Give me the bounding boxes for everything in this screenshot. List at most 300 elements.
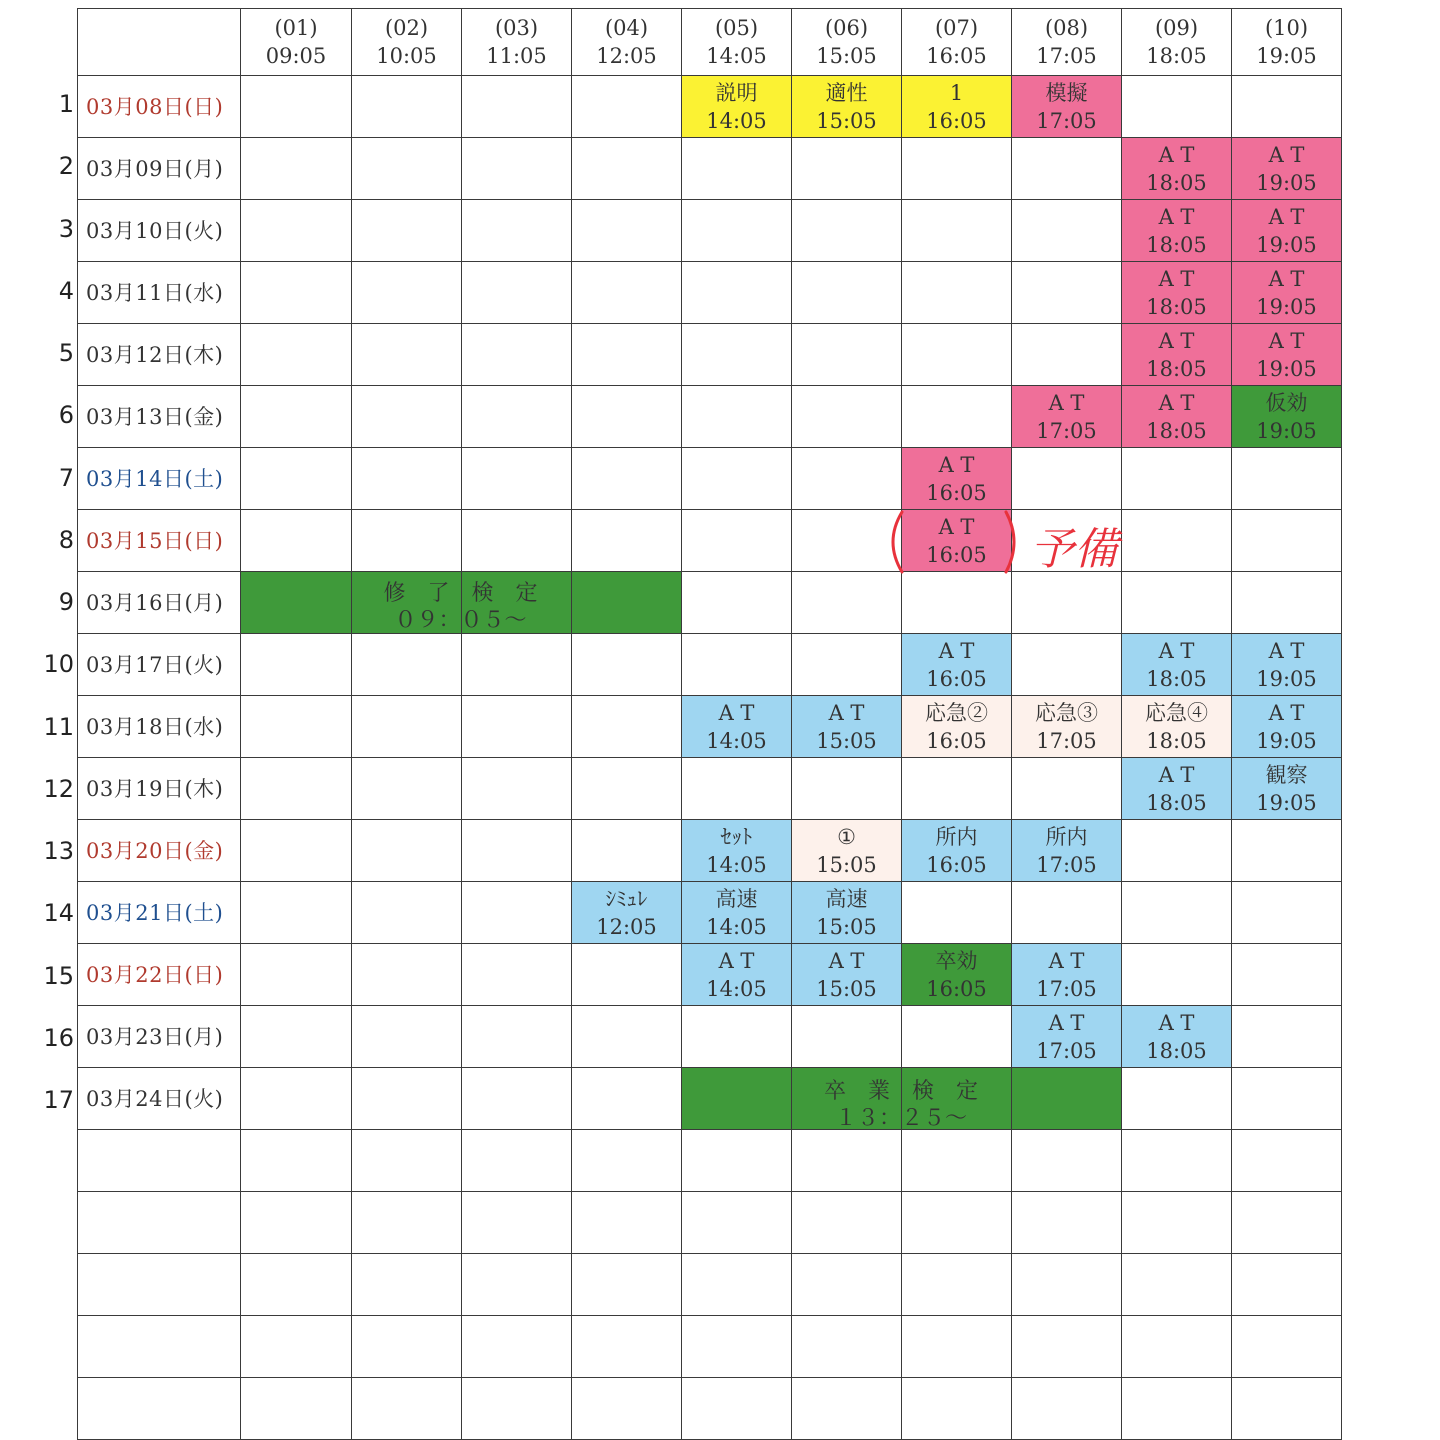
lesson-time: 19:05 <box>1256 418 1317 443</box>
slot-cell <box>1122 448 1232 510</box>
slot-cell <box>462 634 572 696</box>
slot-cell <box>462 1068 572 1130</box>
column-number: (06) <box>824 16 869 40</box>
lesson-slot <box>1122 324 1232 386</box>
empty-cell <box>1122 1192 1232 1254</box>
slot-cell <box>902 324 1012 386</box>
column-number: (02) <box>384 16 429 40</box>
empty-cell <box>1012 1316 1122 1378</box>
lesson-label: 適性 <box>825 80 868 105</box>
schedule-row <box>78 1006 1342 1068</box>
slot-cell <box>352 200 462 262</box>
date-cell: 03月13日(金) <box>78 386 241 448</box>
slot-cell <box>1232 944 1342 1006</box>
lesson-label: 仮効 <box>1265 390 1308 415</box>
empty-cell <box>78 1254 241 1316</box>
slot-cell <box>572 138 682 200</box>
slot-cell <box>792 448 902 510</box>
lesson-slot <box>792 696 902 758</box>
date-cell: 03月17日(火) <box>78 634 241 696</box>
slot-cell <box>1232 1068 1342 1130</box>
column-time: 09:05 <box>265 44 327 68</box>
slot-cell <box>1012 448 1122 510</box>
slot-cell <box>792 138 902 200</box>
slot-cell <box>572 324 682 386</box>
lesson-label: A T <box>1048 948 1085 973</box>
slot-cell <box>682 138 792 200</box>
date-cell: 03月22日(日) <box>78 944 241 1006</box>
slot-cell <box>352 758 462 820</box>
lesson-time: 19:05 <box>1256 232 1317 257</box>
slot-cell <box>352 510 462 572</box>
empty-cell <box>1122 1254 1232 1316</box>
slot-cell <box>1012 758 1122 820</box>
date-cell: 03月14日(土) <box>78 448 241 510</box>
lesson-time: 18:05 <box>1146 728 1207 753</box>
slot-cell <box>241 76 352 138</box>
lesson-label: A T <box>828 948 865 973</box>
slot-cell <box>572 696 682 758</box>
row-number: 2 <box>58 152 74 181</box>
slot-cell <box>1232 572 1342 634</box>
slot-cell <box>241 944 352 1006</box>
slot-cell <box>572 200 682 262</box>
lesson-slot <box>902 510 1012 572</box>
lesson-time: 18:05 <box>1146 790 1207 815</box>
column-number: (10) <box>1264 16 1309 40</box>
slot-cell <box>462 882 572 944</box>
lesson-slot <box>1122 200 1232 262</box>
lesson-slot <box>1232 324 1342 386</box>
date-cell: 03月24日(火) <box>78 1068 241 1130</box>
slot-cell <box>572 634 682 696</box>
lesson-slot <box>792 882 902 944</box>
date-cell: 03月19日(木) <box>78 758 241 820</box>
empty-cell <box>572 1130 682 1192</box>
empty-cell <box>1232 1130 1342 1192</box>
schedule-row <box>78 262 1342 324</box>
lesson-slot <box>902 76 1012 138</box>
lesson-label: 卒効 <box>935 948 978 973</box>
date-cell: 03月16日(月) <box>78 572 241 634</box>
empty-cell <box>78 1130 241 1192</box>
slot-cell <box>1122 1068 1232 1130</box>
date-cell: 03月15日(日) <box>78 510 241 572</box>
slot-cell <box>462 324 572 386</box>
slot-cell <box>572 386 682 448</box>
schedule-row <box>78 820 1342 882</box>
lesson-slot <box>1122 758 1232 820</box>
lesson-time: 19:05 <box>1256 666 1317 691</box>
empty-cell <box>241 1130 352 1192</box>
row-number: 4 <box>58 276 74 305</box>
empty-cell <box>241 1378 352 1440</box>
slot-cell <box>462 758 572 820</box>
schedule-row <box>78 138 1342 200</box>
slot-cell <box>682 758 792 820</box>
date-cell: 03月08日(日) <box>78 76 241 138</box>
lesson-time: 18:05 <box>1146 666 1207 691</box>
slot-cell <box>352 944 462 1006</box>
date-cell: 03月18日(水) <box>78 696 241 758</box>
empty-cell <box>902 1254 1012 1316</box>
slot-cell <box>1012 138 1122 200</box>
schedule-row <box>78 882 1342 944</box>
column-time: 19:05 <box>1256 44 1317 68</box>
column-number: (07) <box>934 16 979 40</box>
lesson-label: 応急② <box>925 700 988 725</box>
slot-cell <box>682 1006 792 1068</box>
row-number: 9 <box>58 588 74 616</box>
lesson-time: 18:05 <box>1146 294 1207 319</box>
lesson-time: 17:05 <box>1036 728 1097 753</box>
slot-cell <box>1232 1006 1342 1068</box>
slot-cell <box>352 1068 462 1130</box>
slot-cell <box>792 324 902 386</box>
schedule-row <box>78 324 1342 386</box>
lesson-label: 応急④ <box>1145 700 1208 725</box>
lesson-slot <box>1232 696 1342 758</box>
empty-cell <box>792 1378 902 1440</box>
lesson-label: 観察 <box>1265 762 1308 787</box>
row-number: 13 <box>43 837 74 865</box>
slot-cell <box>241 262 352 324</box>
slot-cell <box>572 1068 682 1130</box>
schedule-row <box>78 634 1342 696</box>
lesson-slot <box>1012 696 1122 758</box>
empty-cell <box>352 1316 462 1378</box>
yobi-note: 予備 <box>1030 524 1118 575</box>
slot-cell <box>1012 262 1122 324</box>
empty-cell <box>572 1192 682 1254</box>
lesson-slot <box>1122 138 1232 200</box>
header-column <box>792 9 902 76</box>
empty-cell <box>78 1192 241 1254</box>
column-time: 10:05 <box>376 44 437 68</box>
lesson-label: 高速 <box>715 886 758 911</box>
empty-cell <box>462 1192 572 1254</box>
slot-cell <box>682 262 792 324</box>
slot-cell <box>241 634 352 696</box>
empty-cell <box>78 1316 241 1378</box>
date-cell: 03月11日(水) <box>78 262 241 324</box>
slot-cell <box>241 448 352 510</box>
slot-cell <box>902 882 1012 944</box>
slot-cell <box>241 138 352 200</box>
lesson-slot <box>1012 386 1122 448</box>
lesson-time: 18:05 <box>1146 356 1207 381</box>
header-column <box>352 9 462 76</box>
slot-cell <box>462 138 572 200</box>
empty-cell <box>462 1254 572 1316</box>
slot-cell <box>462 820 572 882</box>
slot-cell <box>682 386 792 448</box>
slot-cell <box>241 758 352 820</box>
schedule-row <box>78 200 1342 262</box>
lesson-slot <box>902 448 1012 510</box>
slot-cell <box>462 696 572 758</box>
lesson-time: 19:05 <box>1256 790 1317 815</box>
lesson-label: ｼﾐｭﾚ <box>605 886 648 911</box>
empty-cell <box>902 1316 1012 1378</box>
date-cell: 03月12日(木) <box>78 324 241 386</box>
lesson-slot <box>1232 634 1342 696</box>
empty-cell <box>1232 1378 1342 1440</box>
slot-cell <box>902 758 1012 820</box>
header-corner <box>78 9 241 76</box>
header-column <box>572 9 682 76</box>
empty-cell <box>352 1192 462 1254</box>
slot-cell <box>682 448 792 510</box>
schedule-row <box>78 758 1342 820</box>
slot-cell <box>572 76 682 138</box>
lesson-slot <box>682 944 792 1006</box>
slot-cell <box>462 944 572 1006</box>
header-column <box>682 9 792 76</box>
column-time: 18:05 <box>1146 44 1207 68</box>
lesson-label: A T <box>1048 1010 1085 1035</box>
lesson-time: 15:05 <box>816 852 877 877</box>
empty-row <box>78 1378 1342 1440</box>
schedule-row <box>78 696 1342 758</box>
lesson-time: 19:05 <box>1256 294 1317 319</box>
lesson-label: A T <box>1268 700 1305 725</box>
slot-cell <box>241 882 352 944</box>
lesson-slot <box>1232 386 1342 448</box>
lesson-time: 14:05 <box>706 728 767 753</box>
empty-cell <box>1122 1130 1232 1192</box>
lesson-time: 19:05 <box>1256 728 1317 753</box>
column-time: 15:05 <box>816 44 877 68</box>
lesson-label: 応急③ <box>1035 700 1098 725</box>
slot-cell <box>241 510 352 572</box>
slot-cell <box>792 200 902 262</box>
lesson-time: 18:05 <box>1146 170 1207 195</box>
empty-cell <box>352 1254 462 1316</box>
date-cell: 03月10日(火) <box>78 200 241 262</box>
empty-cell <box>462 1378 572 1440</box>
slot-cell <box>792 262 902 324</box>
lesson-label: A T <box>938 638 975 663</box>
slot-cell <box>352 634 462 696</box>
slot-cell <box>241 1006 352 1068</box>
schedule-row <box>78 448 1342 510</box>
slot-cell <box>1232 820 1342 882</box>
empty-cell <box>682 1130 792 1192</box>
slot-cell <box>241 200 352 262</box>
slot-cell <box>352 882 462 944</box>
empty-cell <box>462 1316 572 1378</box>
slot-cell <box>462 448 572 510</box>
header-column <box>1232 9 1342 76</box>
empty-cell <box>241 1254 352 1316</box>
empty-cell <box>352 1130 462 1192</box>
slot-cell <box>792 572 902 634</box>
graduation-exam-title: 卒 業 検 定 <box>823 1079 978 1104</box>
empty-cell <box>1232 1192 1342 1254</box>
slot-cell <box>902 572 1012 634</box>
slot-cell <box>572 758 682 820</box>
lesson-time: 16:05 <box>926 108 987 133</box>
schedule-row <box>78 944 1342 1006</box>
column-number: (03) <box>494 16 539 40</box>
column-number: (04) <box>604 16 649 40</box>
lesson-slot <box>792 820 902 882</box>
slot-cell <box>1122 572 1232 634</box>
slot-cell <box>902 262 1012 324</box>
row-number: 17 <box>43 1086 74 1114</box>
row-number: 5 <box>58 339 74 367</box>
empty-cell <box>792 1254 902 1316</box>
column-number: (01) <box>274 16 318 40</box>
schedule-row <box>78 386 1342 448</box>
lesson-slot <box>682 820 792 882</box>
column-time: 17:05 <box>1036 44 1097 68</box>
slot-cell <box>1012 510 1122 572</box>
lesson-time: 16:05 <box>926 666 987 691</box>
lesson-slot <box>682 696 792 758</box>
empty-cell <box>572 1316 682 1378</box>
row-number: 1 <box>58 90 74 118</box>
slot-cell <box>1122 76 1232 138</box>
header-column <box>902 9 1012 76</box>
lesson-label: 1 <box>949 80 964 105</box>
slot-cell <box>1012 572 1122 634</box>
slot-cell <box>1232 510 1342 572</box>
empty-cell <box>1012 1130 1122 1192</box>
empty-cell <box>902 1378 1012 1440</box>
empty-cell <box>682 1378 792 1440</box>
lesson-slot <box>1232 200 1342 262</box>
empty-cell <box>352 1378 462 1440</box>
column-number: (05) <box>714 16 759 40</box>
row-number: 14 <box>43 899 74 928</box>
empty-cell <box>792 1130 902 1192</box>
lesson-time: 19:05 <box>1256 356 1317 381</box>
lesson-time: 17:05 <box>1036 108 1097 133</box>
slot-cell <box>682 510 792 572</box>
slot-cell <box>352 386 462 448</box>
empty-cell <box>792 1316 902 1378</box>
slot-cell <box>352 696 462 758</box>
lesson-time: 17:05 <box>1036 976 1097 1001</box>
column-time: 11:05 <box>486 44 547 68</box>
lesson-slot <box>1232 758 1342 820</box>
slot-cell <box>572 1006 682 1068</box>
slot-cell <box>462 200 572 262</box>
empty-cell <box>682 1254 792 1316</box>
lesson-time: 12:05 <box>596 914 657 939</box>
empty-row <box>78 1130 1342 1192</box>
slot-cell <box>682 634 792 696</box>
lesson-slot <box>1232 138 1342 200</box>
slot-cell <box>462 510 572 572</box>
lesson-label: A T <box>1268 204 1305 229</box>
lesson-slot <box>1122 1006 1232 1068</box>
empty-cell <box>682 1316 792 1378</box>
date-cell: 03月23日(月) <box>78 1006 241 1068</box>
schedule-row <box>78 510 1342 572</box>
lesson-time: 16:05 <box>926 480 987 505</box>
lesson-slot <box>902 944 1012 1006</box>
row-number: 3 <box>58 214 74 243</box>
row-number: 10 <box>43 650 74 679</box>
empty-cell <box>1012 1192 1122 1254</box>
empty-row <box>78 1316 1342 1378</box>
empty-cell <box>572 1378 682 1440</box>
lesson-time: 14:05 <box>706 108 767 133</box>
graduation-exam-time: １３：２５～ <box>834 1106 967 1131</box>
lesson-label: A T <box>1158 204 1195 229</box>
lesson-slot <box>1122 634 1232 696</box>
date-cell: 03月20日(金) <box>78 820 241 882</box>
lesson-slot <box>1122 386 1232 448</box>
row-number: 8 <box>58 525 74 554</box>
slot-cell <box>682 324 792 386</box>
slot-cell <box>1232 882 1342 944</box>
lesson-time: 16:05 <box>926 976 987 1001</box>
lesson-label: A T <box>938 514 975 539</box>
slot-cell <box>1122 944 1232 1006</box>
column-number: (08) <box>1044 16 1089 40</box>
lesson-label: 模擬 <box>1045 80 1088 105</box>
lesson-slot <box>1232 262 1342 324</box>
lesson-time: 16:05 <box>926 852 987 877</box>
slot-cell <box>792 510 902 572</box>
row-number: 7 <box>58 463 74 492</box>
slot-cell <box>462 76 572 138</box>
empty-cell <box>1012 1254 1122 1316</box>
slot-cell <box>352 1006 462 1068</box>
header-column <box>462 9 572 76</box>
row-number: 12 <box>43 774 74 803</box>
slot-cell <box>352 262 462 324</box>
lesson-slot <box>902 696 1012 758</box>
lesson-slot <box>1012 1006 1122 1068</box>
empty-cell <box>241 1192 352 1254</box>
slot-cell <box>241 324 352 386</box>
lesson-time: 15:05 <box>816 728 877 753</box>
slot-cell <box>902 1006 1012 1068</box>
slot-cell <box>352 448 462 510</box>
header-column <box>1012 9 1122 76</box>
slot-cell <box>1012 200 1122 262</box>
lesson-label: A T <box>718 700 755 725</box>
empty-cell <box>682 1192 792 1254</box>
slot-cell <box>1012 324 1122 386</box>
lesson-label: A T <box>1158 142 1195 167</box>
lesson-label: A T <box>1158 390 1195 415</box>
slot-cell <box>1122 510 1232 572</box>
lesson-label: A T <box>1268 266 1305 291</box>
empty-cell <box>462 1130 572 1192</box>
column-number: (09) <box>1154 16 1199 40</box>
slot-cell <box>241 696 352 758</box>
empty-cell <box>902 1192 1012 1254</box>
lesson-slot <box>1012 944 1122 1006</box>
lesson-slot <box>902 820 1012 882</box>
slot-cell <box>1232 76 1342 138</box>
slot-cell <box>1012 634 1122 696</box>
lesson-slot <box>682 882 792 944</box>
lesson-label: A T <box>718 948 755 973</box>
slot-cell <box>1122 820 1232 882</box>
column-time: 14:05 <box>706 44 767 68</box>
lesson-time: 14:05 <box>706 976 767 1001</box>
slot-cell <box>241 1068 352 1130</box>
lesson-time: 16:05 <box>926 542 987 567</box>
empty-cell <box>902 1130 1012 1192</box>
